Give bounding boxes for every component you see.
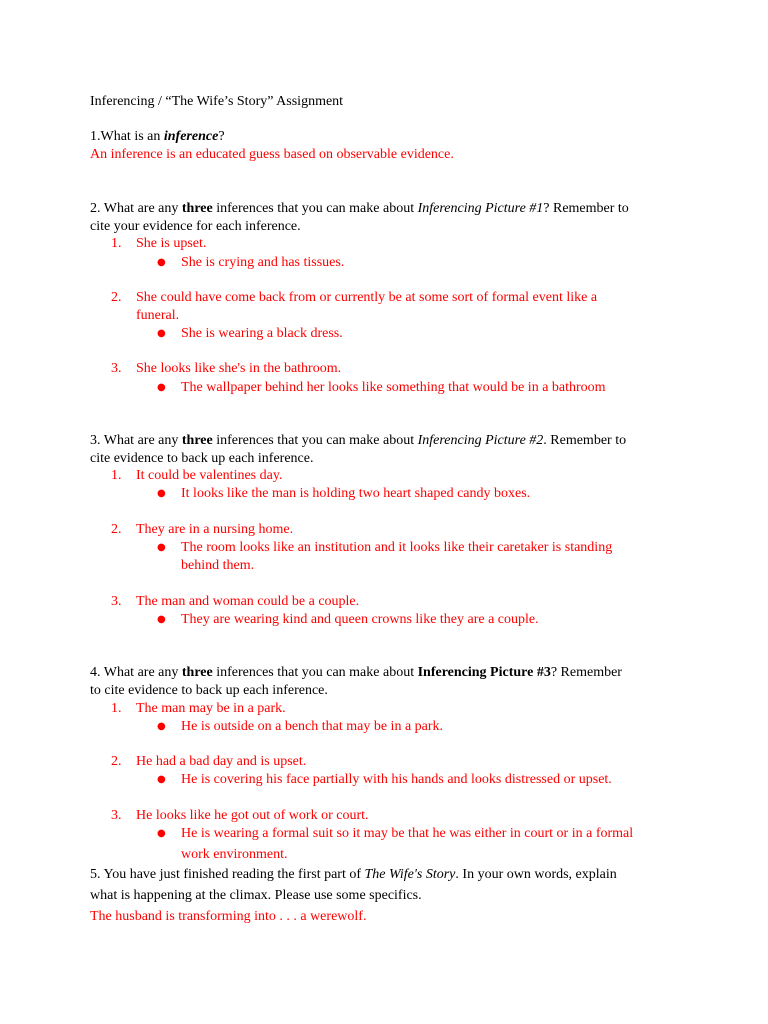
question-5-line-2: what is happening at the climax. Please use some specifics. (90, 888, 422, 903)
q5-text: 5. You have just finished reading the first part of (90, 867, 365, 882)
q1-prefix: 1.What is an (90, 129, 164, 144)
bullet-icon: ● (157, 328, 166, 339)
q3-item-1: It could be valentines day. (136, 468, 283, 483)
q2-item-number: 1. (111, 236, 122, 251)
q3-item-3: The man and woman could be a couple. (136, 594, 360, 609)
q3-evidence-3: They are wearing kind and queen crowns like they are a couple. (181, 612, 539, 627)
q2-picture-ref: Inferencing Picture #1 (417, 201, 544, 216)
q3-evidence-2-cont: behind them. (181, 558, 255, 573)
question-4 (90, 664, 622, 682)
q4-item-number: 3. (111, 808, 122, 823)
q3-item-2: They are in a nursing home. (136, 522, 294, 537)
q2-evidence-2: She is wearing a black dress. (181, 326, 343, 341)
bullet-icon: ● (157, 774, 166, 785)
question-3-line-2: cite evidence to back up each inference. (90, 451, 314, 466)
question-5 (90, 866, 617, 884)
question-2 (90, 200, 629, 218)
q5-story-title: The Wife's Story (364, 867, 456, 882)
q3-mid: inferences that you can make about (212, 433, 418, 448)
q4-mid: inferences that you can make about (212, 665, 418, 680)
q3-bold: three (181, 433, 213, 448)
q4-evidence-1: He is outside on a bench that may be in a park. (181, 719, 444, 734)
q4-end: ? Remember (550, 665, 622, 680)
q4-item-1: The man may be in a park. (136, 701, 286, 716)
q2-item-2: She could have come back from or currently be at some sort of formal event like a (136, 290, 598, 305)
q3-item-number: 3. (111, 594, 122, 609)
answer-5: The husband is transforming into . . . a werewolf. (90, 909, 367, 924)
document-title: Inferencing / “The Wife’s Story” Assignment (90, 94, 344, 109)
answer-1: An inference is an educated guess based on observable evidence. (90, 147, 454, 162)
q2-item-number: 3. (111, 361, 122, 376)
q3-evidence-2: The room looks like an institution and it looks like their caretaker is standing (181, 540, 613, 555)
q5-suffix: . In your own words, explain (455, 867, 617, 882)
q4-item-number: 2. (111, 754, 122, 769)
q4-bold: three (181, 665, 213, 680)
q2-bold: three (181, 201, 213, 216)
bullet-icon: ● (157, 614, 166, 625)
q4-evidence-3: He is wearing a formal suit so it may be that he was either in court or in a formal (181, 826, 634, 841)
question-1 (90, 128, 225, 146)
q4-picture-ref: Inferencing Picture #3 (417, 665, 551, 680)
q1-term: inference (163, 129, 219, 144)
bullet-icon: ● (157, 382, 166, 393)
q2-evidence-1: She is crying and has tissues. (181, 255, 345, 270)
q3-text: 3. What are any (90, 433, 182, 448)
question-4-line-2: to cite evidence to back up each inference. (90, 683, 328, 698)
q2-evidence-3: The wallpaper behind her looks like something that would be in a bathroom (181, 380, 606, 395)
question-2-line-2: cite your evidence for each inference. (90, 219, 301, 234)
q4-evidence-3-cont: work environment. (181, 847, 288, 862)
q3-evidence-1: It looks like the man is holding two heart shaped candy boxes. (181, 486, 531, 501)
q4-item-number: 1. (111, 701, 122, 716)
q2-item-number: 2. (111, 290, 122, 305)
q3-end: . Remember to (543, 433, 627, 448)
q3-picture-ref: Inferencing Picture #2 (417, 433, 544, 448)
q2-item-1: She is upset. (136, 236, 207, 251)
q2-mid: inferences that you can make about (212, 201, 418, 216)
q3-item-number: 1. (111, 468, 122, 483)
bullet-icon: ● (157, 721, 166, 732)
q4-evidence-2: He is covering his face partially with his hands and looks distressed or upset. (181, 772, 612, 787)
q2-end: ? Remember to (543, 201, 629, 216)
question-3 (90, 432, 626, 450)
bullet-icon: ● (157, 828, 166, 839)
q2-item-2-cont: funeral. (136, 308, 180, 323)
q2-text: 2. What are any (90, 201, 182, 216)
q4-item-2: He had a bad day and is upset. (136, 754, 307, 769)
q3-item-number: 2. (111, 522, 122, 537)
q1-suffix: ? (218, 129, 225, 144)
q4-item-3: He looks like he got out of work or court. (136, 808, 369, 823)
bullet-icon: ● (157, 542, 166, 553)
q2-item-3: She looks like she's in the bathroom. (136, 361, 342, 376)
bullet-icon: ● (157, 257, 166, 268)
q4-text: 4. What are any (90, 665, 182, 680)
bullet-icon: ● (157, 488, 166, 499)
